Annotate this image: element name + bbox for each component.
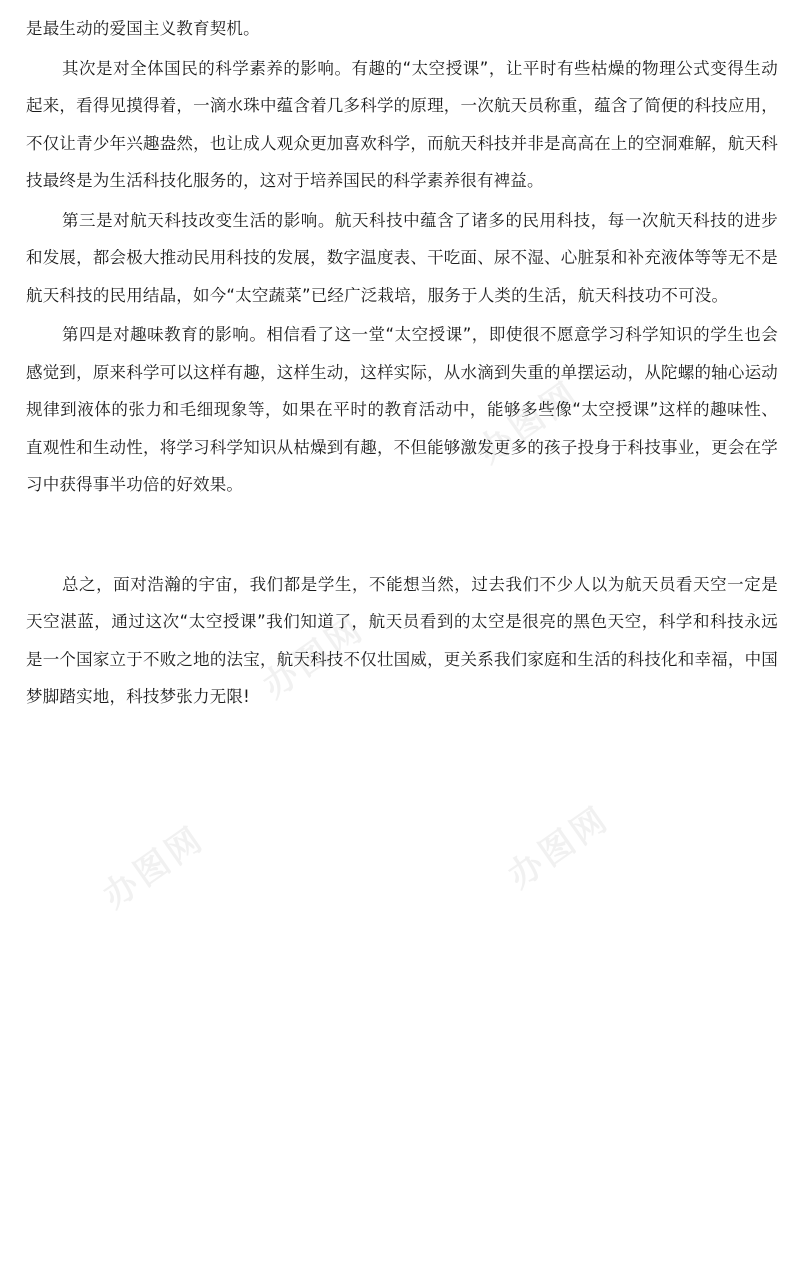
paragraph-science-literacy: 其次是对全体国民的科学素养的影响。有趣的“太空授课”，让平时有些枯燥的物理公式变得生动起来，看得见摸得着，一滴水珠中蕴含着几多科学的原理，一次航天员称重，蕴含了简便的科技应用，不仅让青少年兴趣盎然，也让成人观众更加喜欢科学，而航天科技并非是高高在上的空洞难解，航天科技最终是为生活科技化服务的，这对于培养国民的科学素养很有裨益。 <box>26 58 778 190</box>
paragraph-conclusion: 总之，面对浩瀚的宇宙，我们都是学生，不能想当然，过去我们不少人以为航天员看天空一定是天空湛蓝，通过这次“太空授课”我们知道了，航天员看到的太空是很亮的黑色天空，科学和科技永远是一个国家立于不败之地的法宝，航天科技不仅壮国威，更关系我们家庭和生活的科技化和幸福，中国梦脚踏实地，科技梦张力无限! <box>26 574 778 706</box>
paragraph-continuation: 是最生动的爱国主义教育契机。 <box>26 19 260 38</box>
paragraph-fun-education: 第四是对趣味教育的影响。相信看了这一堂“太空授课”，即使很不愿意学习科学知识的学生也会感觉到，原来科学可以这样有趣，这样生动，这样实际，从水滴到失重的单摆运动，从陀螺的轴心运动规律到液体的张力和毛细现象等，如果在平时的教育活动中，能够多些像“太空授课”这样的趣味性、直观性和生动性，将学习科学知识从枯燥到有趣，不但能够激发更多的孩子投身于科技事业，更会在学习中获得事半功倍的好效果。 <box>26 325 778 494</box>
paragraph-daily-life: 第三是对航天科技改变生活的影响。航天科技中蕴含了诸多的民用科技，每一次航天科技的进步和发展，都会极大推动民用科技的发展，数字温度表、干吃面、尿不湿、心脏泵和补充液体等等无不是航天科技的民用结晶，如今“太空蔬菜”已经广泛栽培，服务于人类的生活，航天科技功不可没。 <box>26 210 778 305</box>
watermark: 办图网 <box>500 798 618 897</box>
watermark: 办图网 <box>470 373 588 472</box>
watermark: 办图网 <box>95 818 213 917</box>
watermark: 办图网 <box>255 608 373 707</box>
document-body <box>26 10 778 716</box>
